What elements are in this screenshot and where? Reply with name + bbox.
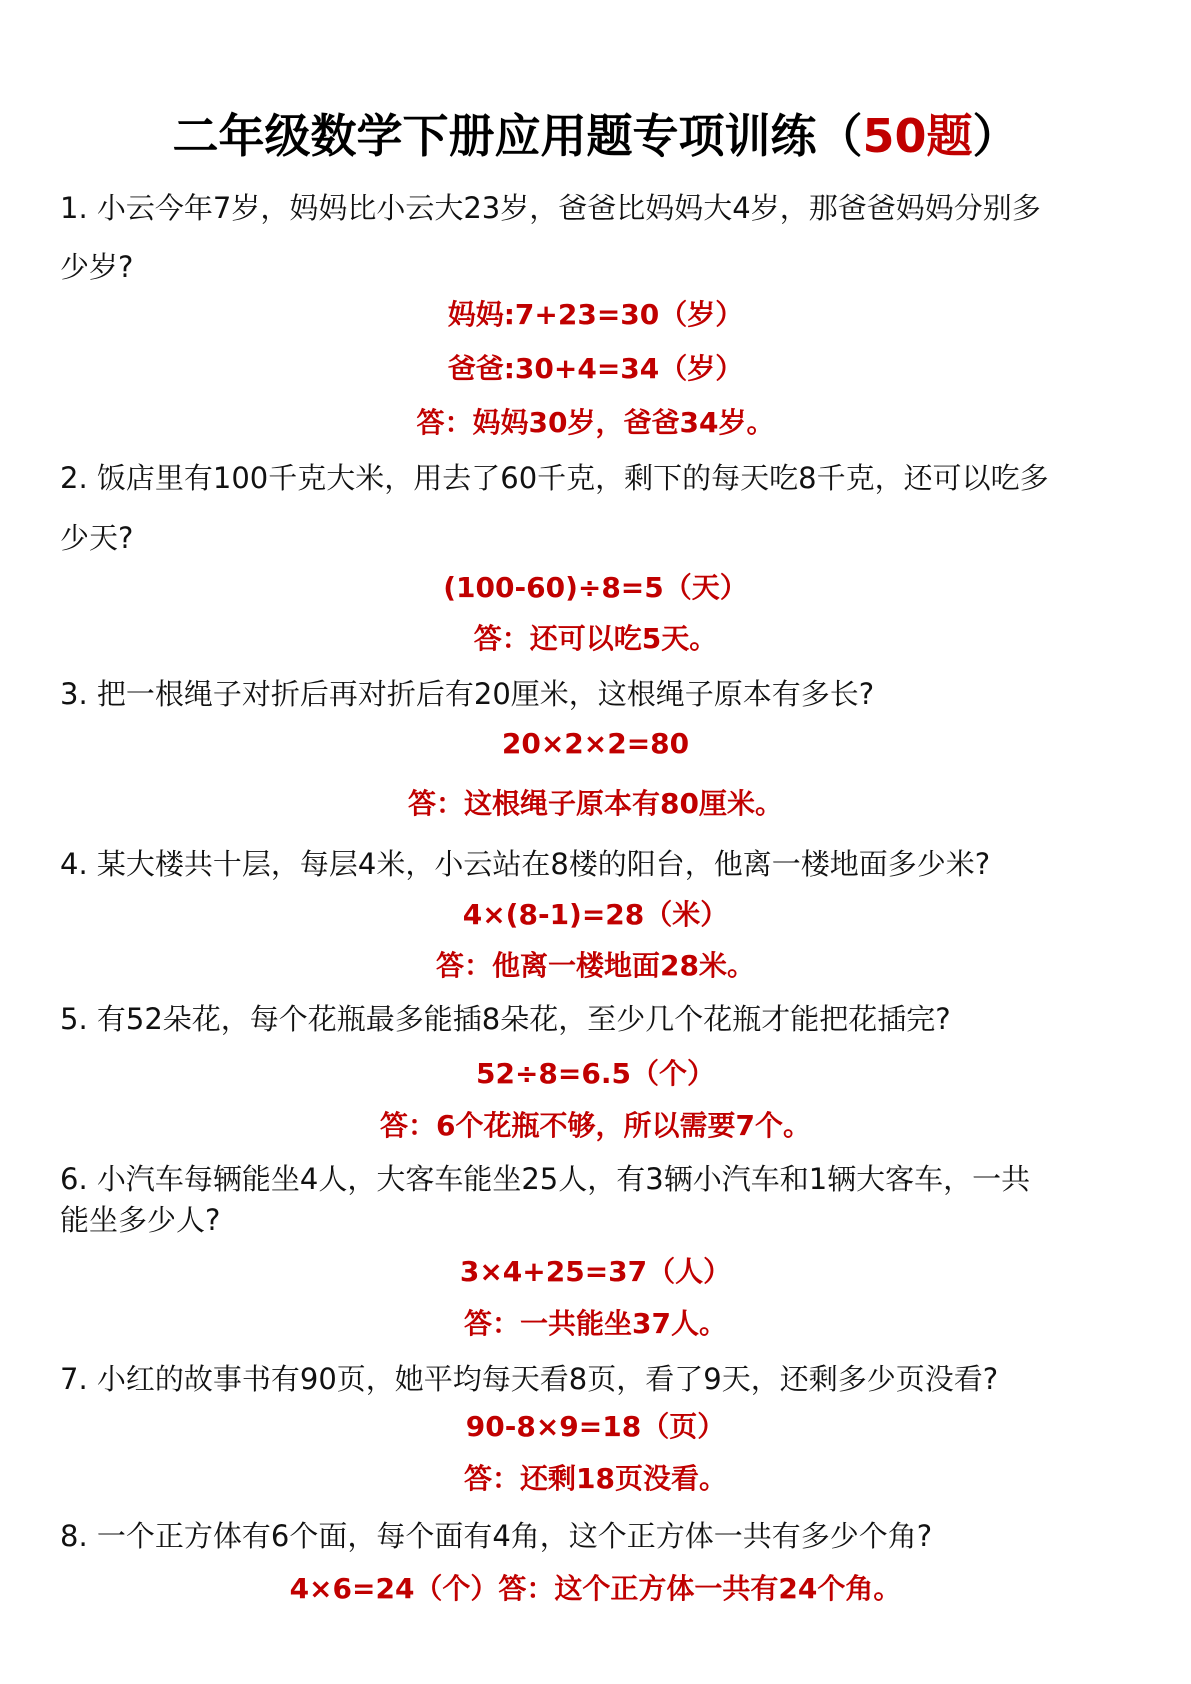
problem-5-solution: 52÷8=6.5（个） xyxy=(476,1057,715,1090)
problem-3-line-1: 3. 把一根绳子对折后再对折后有20厘米，这根绳子原本有多长? xyxy=(60,677,875,711)
problem-6-solution: 3×4+25=37（人） xyxy=(459,1255,732,1288)
problem-6-line-1: 6. 小汽车每辆能坐4人，大客车能坐25人，有3辆小汽车和1辆大客车，一共 xyxy=(60,1162,1031,1196)
problem-4-line-1: 4. 某大楼共十层，每层4米，小云站在8楼的阳台，他离一楼地面多少米? xyxy=(60,847,991,881)
problem-2-line-2: 少天? xyxy=(60,521,134,555)
problem-1-solution-1: 妈妈:7+23=30（岁） xyxy=(447,298,744,331)
title-close: ） xyxy=(972,109,1019,163)
problem-6-line-2: 能坐多少人? xyxy=(60,1203,221,1237)
problem-1-answer: 答：妈妈30岁，爸爸34岁。 xyxy=(416,406,775,439)
problem-5-answer: 答：6个花瓶不够，所以需要7个。 xyxy=(380,1109,811,1142)
problem-2-solution: (100-60)÷8=5（天） xyxy=(443,571,748,604)
problem-3-answer: 答：这根绳子原本有80厘米。 xyxy=(408,787,783,820)
problem-8-solution-answer: 4×6=24（个）答：这个正方体一共有24个角。 xyxy=(289,1572,902,1605)
problem-1-line-2: 少岁? xyxy=(60,250,134,284)
problem-5-line-1: 5. 有52朵花，每个花瓶最多能插8朵花，至少几个花瓶才能把花插完? xyxy=(60,1002,951,1036)
problem-2-answer: 答：还可以吃5天。 xyxy=(473,622,718,655)
problem-4-solution: 4×(8-1)=28（米） xyxy=(462,898,729,931)
problem-1-line-1: 1. 小云今年7岁，妈妈比小云大23岁，爸爸比妈妈大4岁，那爸爸妈妈分别多 xyxy=(60,191,1041,225)
problem-2-line-1: 2. 饭店里有100千克大米，用去了60千克，剩下的每天吃8千克，还可以吃多 xyxy=(60,461,1049,495)
problem-6-answer: 答：一共能坐37人。 xyxy=(464,1307,727,1340)
problem-1-solution-2: 爸爸:30+4=34（岁） xyxy=(447,352,744,385)
page-title xyxy=(0,100,1191,166)
title-main: 二年级数学下册应用题专项训练（ xyxy=(172,109,863,163)
problem-7-line-1: 7. 小红的故事书有90页，她平均每天看8页，看了9天，还剩多少页没看? xyxy=(60,1362,999,1396)
problem-8-line-1: 8. 一个正方体有6个面，每个面有4角，这个正方体一共有多少个角? xyxy=(60,1519,933,1553)
problem-7-answer: 答：还剩18页没看。 xyxy=(464,1462,727,1495)
title-count-highlight: 50题 xyxy=(862,109,973,163)
problem-7-solution: 90-8×9=18（页） xyxy=(465,1410,726,1443)
problem-4-answer: 答：他离一楼地面28米。 xyxy=(436,949,755,982)
problem-3-solution: 20×2×2=80 xyxy=(501,727,690,760)
